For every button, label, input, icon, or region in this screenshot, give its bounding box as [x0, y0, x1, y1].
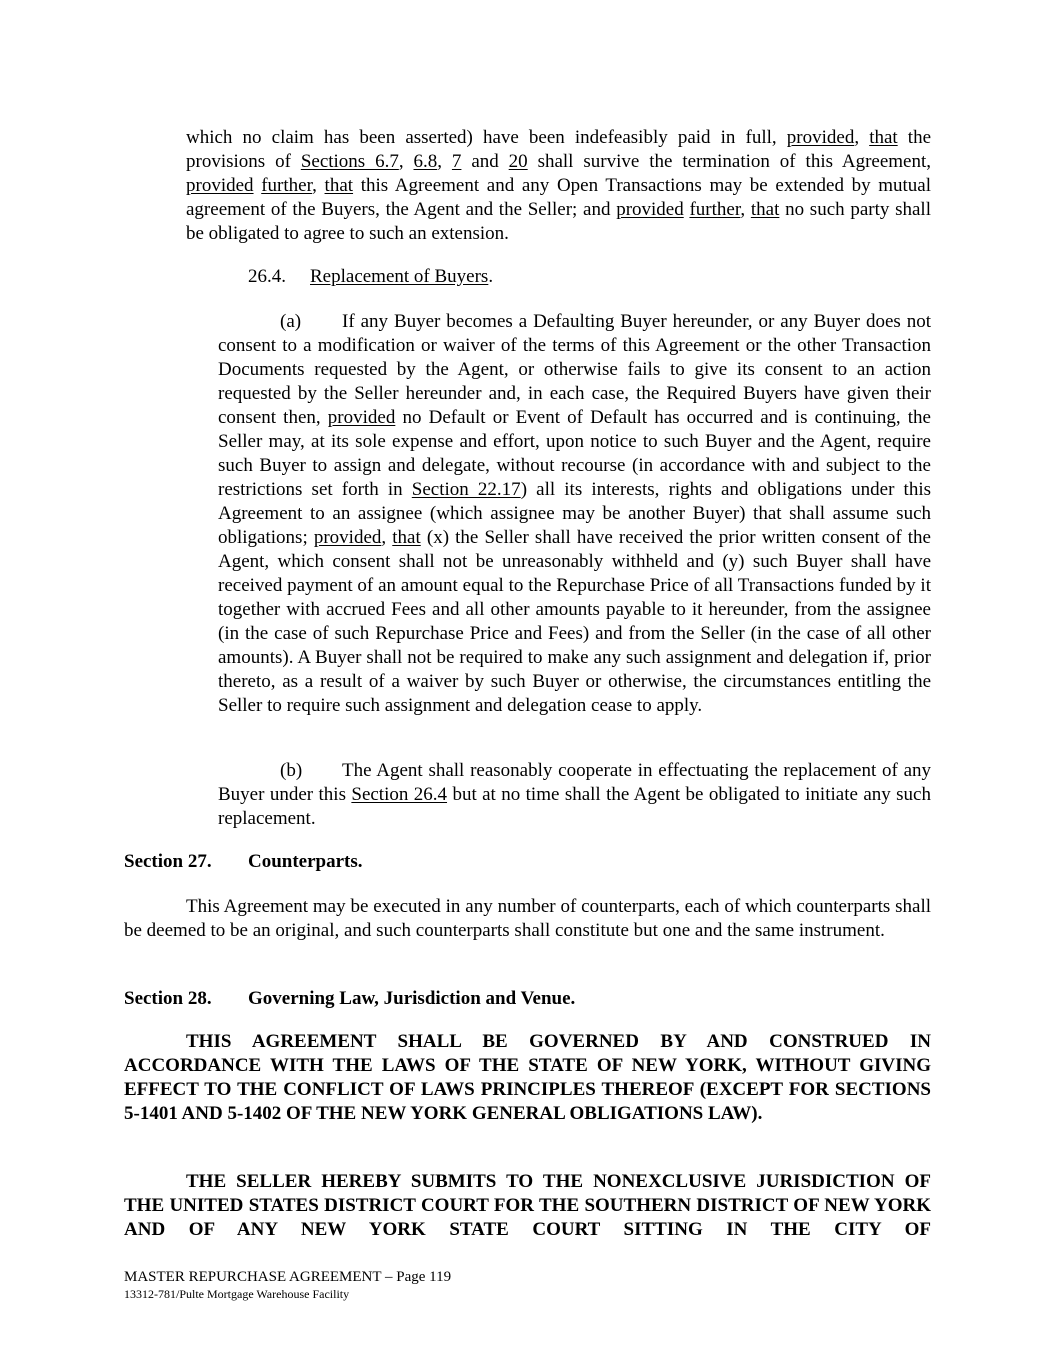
footer-page-label: MASTER REPURCHASE AGREEMENT – Page 119 [124, 1269, 452, 1285]
footer-document-id: 13312-781/Pulte Mortgage Warehouse Facility [124, 1287, 350, 1301]
section-title: Counterparts. [248, 851, 363, 872]
section-ref-7: 7 [451, 151, 462, 172]
section-27-body: This Agreement may be executed in any number of counterparts, each of which counterparts shall be deemed to be an original, and such counterparts shall constitute but one and the same instrument. [124, 896, 931, 941]
section-28-body-governing-law: THIS AGREEMENT SHALL BE GOVERNED BY AND CONSTRUED IN ACCORDANCE WITH THE LAWS OF THE STATE OF NEW YORK, WITHOUT GIVING EFFECT TO THE CONFLICT OF LAWS PRINCIPLES THEREOF (EXCEPT FOR SECTIONS 5-1401 AND 5-1402 OF THE NEW YORK GENERAL OBLIGATIONS LAW). [124, 1031, 931, 1124]
subsection-title: Replacement of Buyers [310, 266, 489, 287]
section-ref-22-17: Section 22.17 [411, 479, 521, 500]
section-ref-20: 20 [508, 151, 528, 172]
section-28-body-jurisdiction: THE SELLER HEREBY SUBMITS TO THE NONEXCLUSIVE JURISDICTION OF THE UNITED STATES DISTRICT COURT FOR THE SOUTHERN DISTRICT OF NEW YORK AND OF ANY NEW YORK STATE COURT SITTING IN THE CITY OF [124, 1171, 931, 1240]
section-ref-26-4: Section 26.4 [351, 784, 448, 805]
clause-b-paragraph: (b) The Agent shall reasonably cooperate in effectuating the replacement of any Buyer under this Section 26.4 but at no time shall the Agent be obligated to initiate any such replacement. [218, 760, 931, 829]
subsection-number: 26.4. [248, 266, 286, 287]
clause-b-label: (b) [280, 760, 303, 781]
clause-a-label: (a) [280, 311, 302, 332]
section-28-heading [124, 987, 575, 1011]
section-number: Section 28. [124, 988, 212, 1009]
subsection-heading-26-4: 26.4. Replacement of Buyers. [248, 266, 494, 287]
section-27-heading [124, 850, 363, 874]
section-ref-6-7: Sections 6.7 [300, 151, 399, 172]
section-ref-6-8: 6.8 [413, 151, 438, 172]
continuation-paragraph: which no claim has been asserted) have been indefeasibly paid in full, provided, that the provisions of Sections 6.7, 6.8, 7 and 20 shall survive the termination of this Agreement, provided further, that this Agreement and any Open Transactions may be extended by mutual agreement of the Buyers, the Agent and the Seller; and provided further, that no such party shall be obligated to agree to such an extension. [186, 127, 932, 244]
clause-a-paragraph: (a) If any Buyer becomes a Defaulting Buyer hereunder, or any Buyer does not consent to a modification or waiver of the terms of this Agreement or the other Transaction Documents requested by the Agent, or otherwise fails to give its consent to an action requested by the Seller hereunder and, in each case, the Required Buyers have given their consent then, provided no Default or Event of Default has occurred and is continuing, the Seller may, at its sole expense and effort, upon notice to such Buyer and the Agent, require such Buyer to assign and delegate, without recourse (in accordance with and subject to the restrictions set forth in Section 22.17) all its interests, rights and obligations under this Agreement to an assignee (which assignee may be another Buyer) that shall assume such obligations; provided, that (x) the Seller shall have received the prior written consent of the Agent, which consent shall not be unreasonably withheld and (y) such Buyer shall have received payment of an amount equal to the Repurchase Price of all Transactions funded by it together with accrued Fees and all other amounts payable to it hereunder, from the assignee (in the case of such Repurchase Price and Fees) and from the Seller (in the case of all other amounts). A Buyer shall not be required to make any such assignment and delegation if, prior thereto, as a result of a waiver by such Buyer or otherwise, the circumstances entitling the Seller to require such assignment and delegation cease to apply. [218, 311, 931, 716]
section-title: Governing Law, Jurisdiction and Venue. [248, 988, 576, 1009]
section-number: Section 27. [124, 851, 212, 872]
